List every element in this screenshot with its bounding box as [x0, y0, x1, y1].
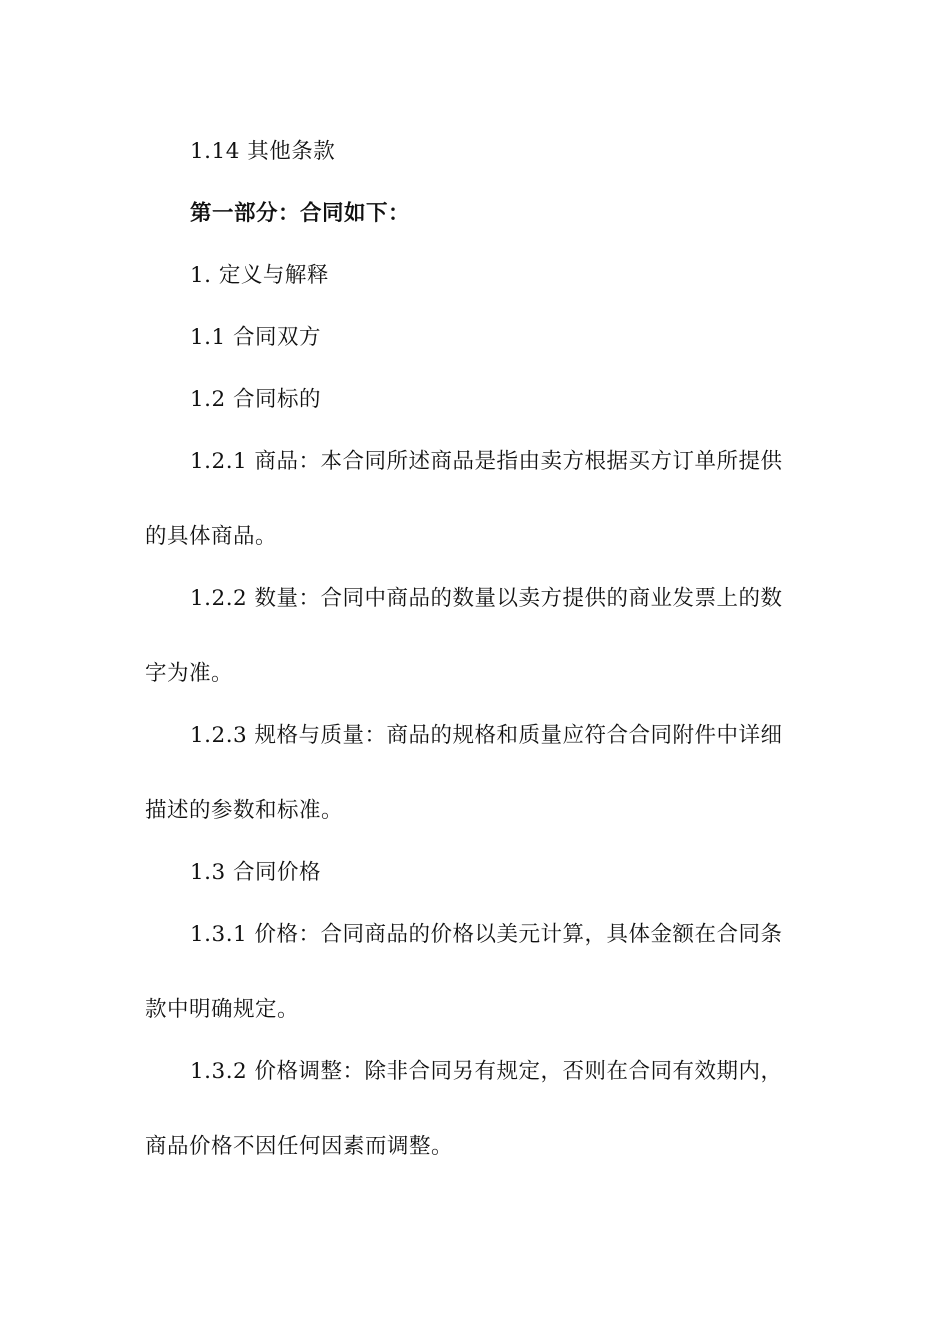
clause-1-2-1-text: 1.2.1 商品：本合同所述商品是指由卖方根据买方订单所提供: [190, 449, 783, 474]
section-1-heading: 1. 定义与解释: [190, 263, 329, 288]
clause-1-2-1-text-cont: 的具体商品。: [145, 524, 278, 549]
clause-1-3-1-text-cont: 款中明确规定。: [145, 997, 300, 1022]
clause-1-2-3-text: 1.2.3 规格与质量：商品的规格和质量应符合合同附件中详细: [190, 723, 783, 748]
part-one-heading: 第一部分：合同如下：: [190, 201, 411, 226]
clause-1-1-heading: 1.1 合同双方: [190, 325, 322, 350]
clause-1-2-heading: 1.2 合同标的: [190, 387, 322, 412]
clause-1-2-2-text: 1.2.2 数量：合同中商品的数量以卖方提供的商业发票上的数: [190, 586, 783, 611]
clause-1-2-3-text-cont: 描述的参数和标准。: [145, 798, 344, 823]
clause-1-3-2-text: 1.3.2 价格调整：除非合同另有规定，否则在合同有效期内，: [190, 1059, 783, 1084]
clause-1-2-2-text-cont: 字为准。: [145, 661, 234, 686]
clause-1-3-heading: 1.3 合同价格: [190, 860, 322, 885]
clause-1-14-heading: 1.14 其他条款: [190, 139, 336, 164]
clause-1-3-1-text: 1.3.1 价格：合同商品的价格以美元计算，具体金额在合同条: [190, 922, 783, 947]
clause-1-3-2-text-cont: 商品价格不因任何因素而调整。: [145, 1134, 454, 1159]
